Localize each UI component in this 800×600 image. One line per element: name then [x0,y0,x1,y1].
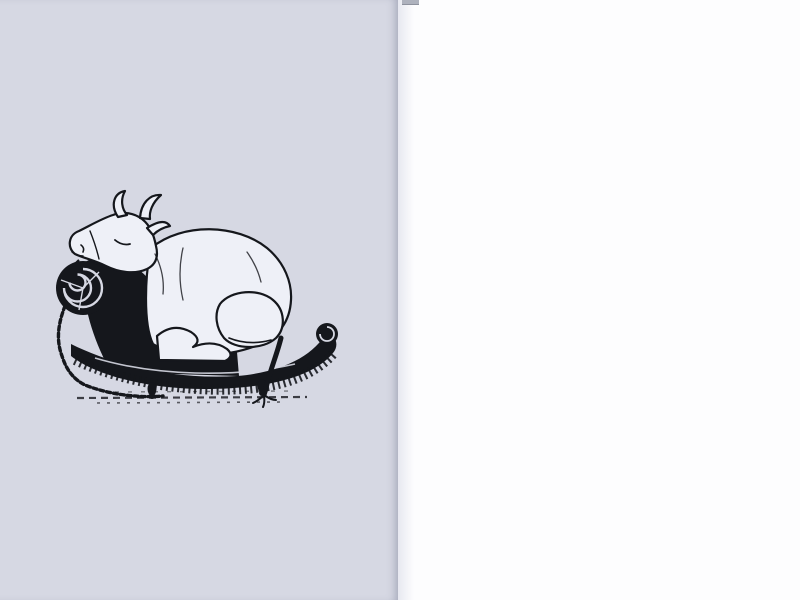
left-page [0,0,398,600]
spine-notch [402,0,419,5]
right-page [398,0,800,600]
couch-right-scroll [316,323,338,345]
couch-scroll-arm [56,261,110,315]
bull-horns [114,191,127,217]
bull-hind-leg [217,292,283,347]
bull-couch-illustration [55,188,395,408]
bull-ear [147,222,170,235]
